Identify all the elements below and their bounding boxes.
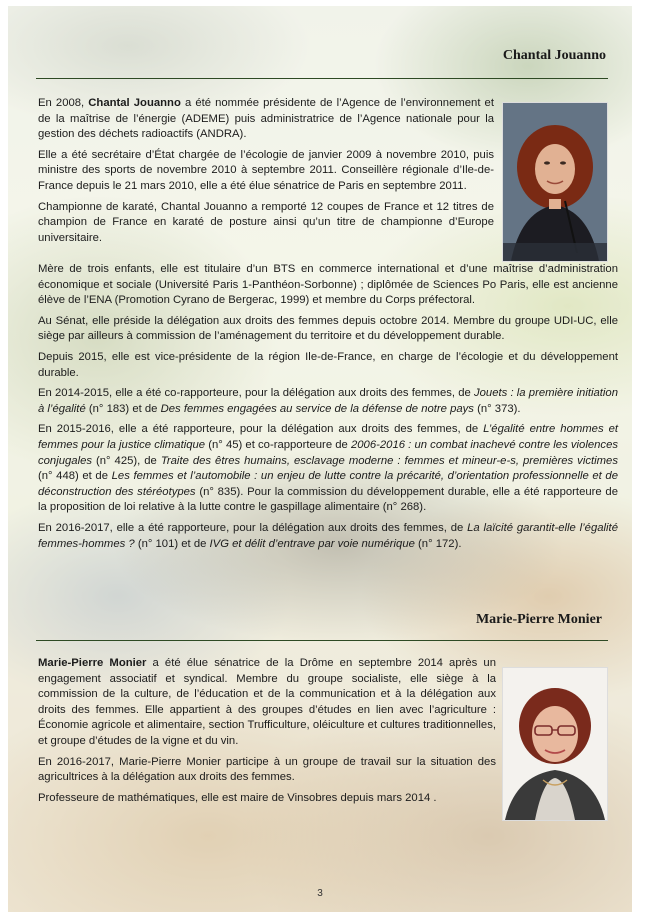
paragraph-2 — [38, 755, 496, 786]
paragraph-1 — [38, 656, 496, 750]
paragraph-4 — [38, 262, 618, 309]
report-title: La laïcité garantit-elle l’égalité femmes-hommes ? — [38, 521, 618, 550]
paragraph-2 — [38, 148, 494, 195]
text-run: a été nommée présidente de l’Agence de l’environnement et de la maîtrise de l’énergie (ADEME) puis administratrice de l’Agence nationale pour la gestion des déchets radioactifs (ANDRA). — [38, 97, 494, 141]
report-title: Traite des êtres humains, esclavage moderne : femmes et mineur-e-s, premières victimes — [160, 454, 618, 467]
text-run: (n° 183) et de — [85, 402, 161, 415]
text-run: (n° 425), de — [92, 454, 161, 467]
section-1-body — [38, 262, 618, 557]
paragraph-3 — [38, 791, 496, 807]
page — [8, 6, 632, 912]
report-title: IVG et délit d’entrave par voie numérique — [209, 537, 415, 550]
text-run: Championne de karaté, Chantal Jouanno a remporté 12 coupes de France et 12 titres de champion de France en karaté de posture ainsi qu’un titre de championne d’Europe universitaire. — [38, 200, 494, 244]
paragraph-6 — [38, 350, 618, 381]
portrait-marie-pierre-monier — [502, 667, 608, 821]
text-run: Professeure de mathématiques, elle est maire de Vinsobres depuis mars 2014 . — [38, 791, 437, 804]
portrait-chantal-jouanno — [502, 102, 608, 262]
text-run: (n° 172). — [414, 537, 462, 550]
section-1-divider — [36, 78, 608, 79]
text-run: (n° 373). — [473, 402, 521, 415]
section-1-intro — [38, 96, 494, 251]
person-name-bold: Chantal Jouanno — [88, 97, 181, 109]
paragraph-5 — [38, 314, 618, 345]
text-run: En 2014-2015, elle a été co-rapporteure, pour la délégation aux droits des femmes, de — [38, 387, 474, 400]
section-2-body — [38, 656, 496, 811]
text-run: (n° 835). Pour la commission du développement durable, elle a été rapporteure de la proposition de loi relative à la lutte contre le gaspillage alimentaire (n° 268). — [38, 485, 618, 514]
report-title: L’égalité entre hommes et femmes pour la justice climatique — [38, 423, 618, 451]
paragraph-8 — [38, 422, 618, 516]
text-run: (n° 101) et de — [134, 537, 210, 550]
text-run: Elle a été secrétaire d’État chargée de l’écologie de janvier 2009 à novembre 2010, puis ministre des sports de novembre 2010 à septembre 2011. Conseillère régionale d’Ile-de-France depuis le 21 mars 2010, elle a été élue sénatrice de Paris en septembre 2011. — [38, 148, 494, 192]
paragraph-7 — [38, 386, 618, 417]
person-name-bold: Marie-Pierre Monier — [38, 657, 147, 669]
text-run: a été élue sénatrice de la Drôme en septembre 2014 après un engagement associatif et syndical. Membre du groupe socialiste, elle siège à la commission de la culture, de l’éducation et de la communication et à la délégation aux droits des femmes. Elle appartient à des groupes d’études en lien avec l’agriculture : Économie agricole et alimentaire, section Trufficulture, oléiculture et cultures traditionnelles, et groupe d’études de la vigne et du vin. — [38, 657, 496, 747]
report-title: 2006-2016 : un combat inachevé contre les violences conjugales — [38, 438, 618, 467]
paragraph-3 — [38, 200, 494, 247]
paragraph-9 — [38, 521, 618, 552]
text-run: En 2016-2017, Marie-Pierre Monier participe à un groupe de travail sur la situation des agricultrices à la délégation aux droits des femmes. — [38, 755, 496, 784]
paragraph-1 — [38, 96, 494, 143]
report-title: Jouets : la première initiation à l’égalité — [38, 387, 618, 415]
portrait-image — [503, 103, 607, 261]
page-number: 3 — [317, 888, 323, 899]
text-run: (n° 45) et co-rapporteure de — [205, 438, 351, 451]
portrait-image — [503, 668, 607, 820]
text-run: Mère de trois enfants, elle est titulaire d’un BTS en commerce international et d’une maîtrise d’administration économique et sociale (Université Paris 1-Panthéon-Sorbonne) ; diplômée de Sciences Po Paris, elle est ancienne élève de l’ENA (Promotion Cyrano de Bergerac, 1999) et membre du Corps préfectoral. — [38, 263, 618, 307]
report-title: Des femmes engagées au service de la défense de notre pays — [160, 402, 474, 415]
text-run: En 2015-2016, elle a été rapporteure, pour la délégation aux droits des femmes, de — [38, 423, 484, 436]
text-run: Depuis 2015, elle est vice-présidente de la région Ile-de-France, en charge de l’écologie et du développement durable. — [38, 350, 618, 379]
text-run: Au Sénat, elle préside la délégation aux droits des femmes depuis octobre 2014. Membre du groupe UDI-UC, elle siège par ailleurs à commission de l’aménagement du territoire et du développement durable. — [38, 314, 618, 343]
text-run: (n° 448) et de — [38, 470, 112, 483]
text-run: En 2016-2017, elle a été rapporteure, pour la délégation aux droits des femmes, de — [38, 521, 468, 534]
section-2-title: Marie-Pierre Monier — [475, 612, 602, 627]
section-1-title: Chantal Jouanno — [502, 48, 606, 63]
section-2-divider — [36, 640, 608, 641]
report-title: Les femmes et l’automobile : un enjeu de lutte contre la précarité, d’orientation professionnelle et de déconstruction des stéréotypes — [38, 470, 618, 498]
text-run: En 2008, — [38, 97, 89, 109]
